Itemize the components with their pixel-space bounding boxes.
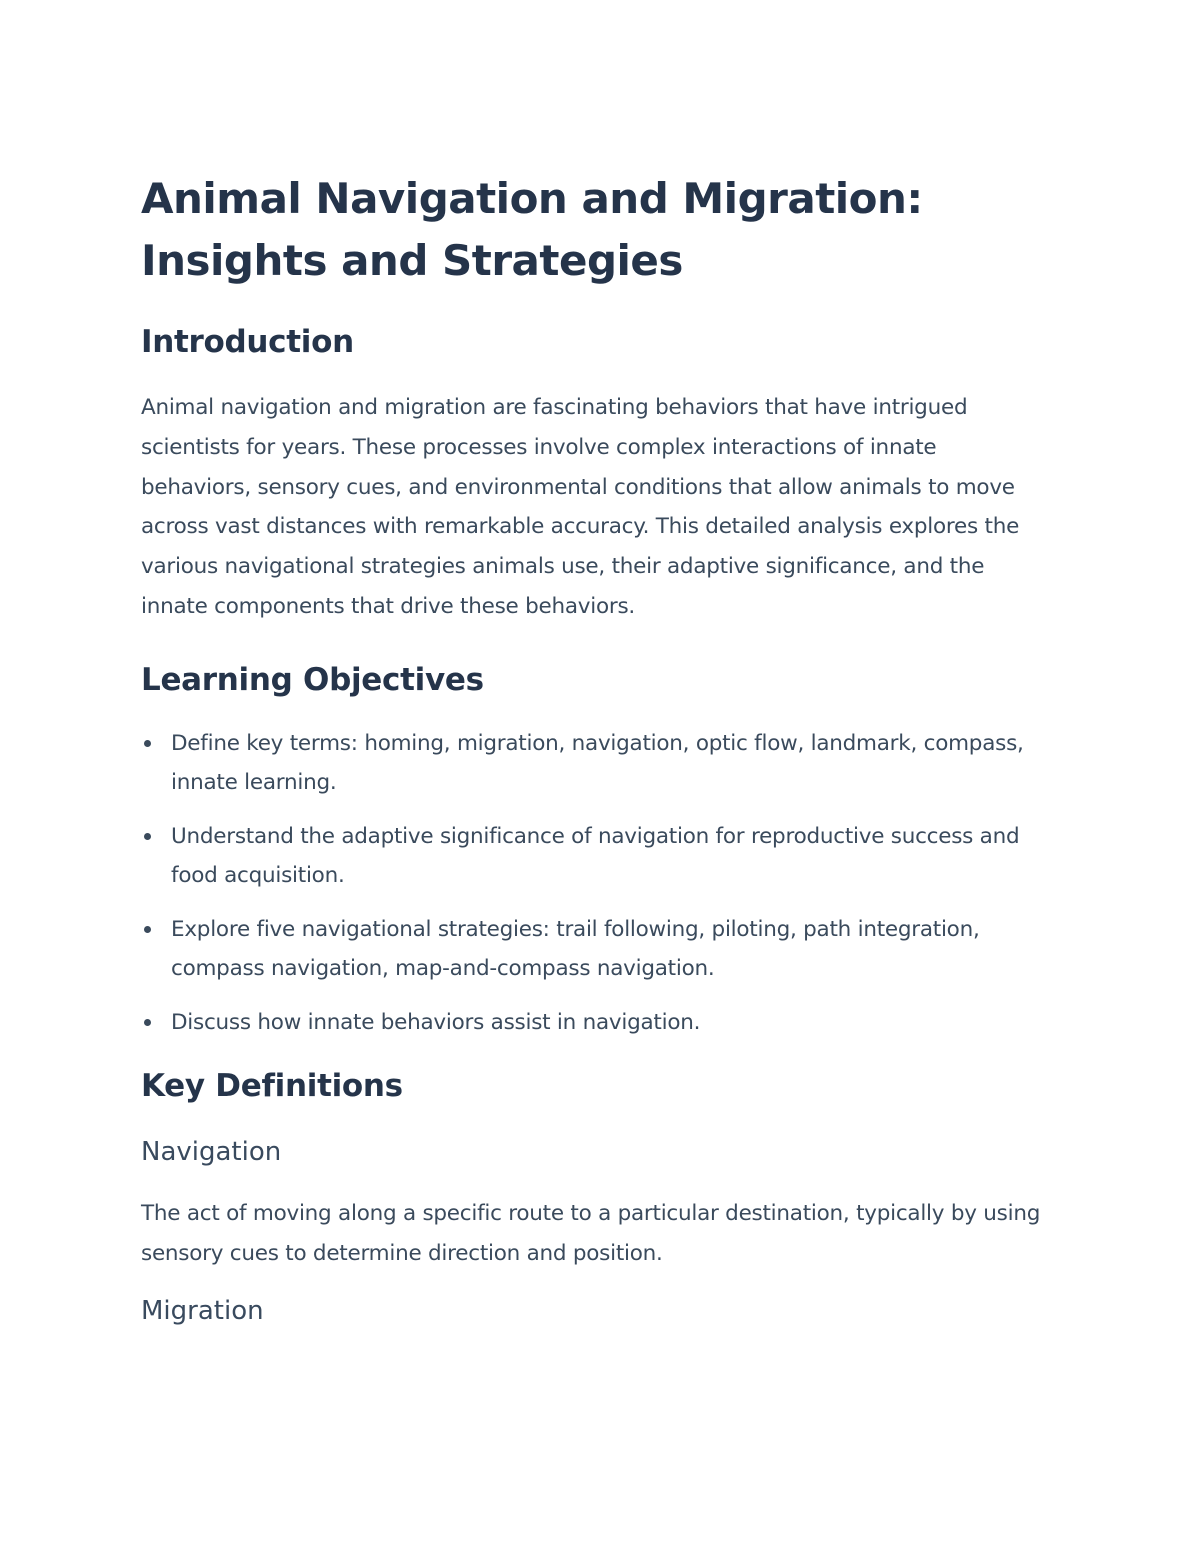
list-item (141, 724, 1041, 802)
document-page (141, 168, 1041, 1329)
bullet-icon (144, 926, 151, 933)
list-item-text: Understand the adaptive significance of navigation for reproductive success and food acquisition. (171, 823, 1020, 888)
definition-term-migration: Migration (141, 1296, 264, 1327)
definition-term-navigation: Navigation (141, 1136, 282, 1167)
document-title: Animal Navigation and Migration: Insights and Strategies (141, 174, 923, 285)
bullet-icon (144, 740, 151, 747)
learning-objectives-list (141, 724, 1041, 1042)
list-item-text: Define key terms: homing, migration, navigation, optic flow, landmark, compass, innate learning. (171, 730, 1024, 795)
learning-objectives-heading: Learning Objectives (141, 661, 484, 698)
list-item-text: Discuss how innate behaviors assist in navigation. (171, 1009, 701, 1035)
introduction-heading: Introduction (141, 324, 354, 360)
list-item (141, 1003, 1041, 1042)
list-item (141, 910, 1041, 988)
introduction-paragraph: Animal navigation and migration are fascinating behaviors that have intrigued scientists for years. These processes involve complex interactions of innate behaviors, sensory cues, and environmental conditions that allow animals to move across vast distances with remarkable accuracy. This detailed analysis explores the various navigational strategies animals use, their adaptive significance, and the innate components that drive these behaviors. (141, 395, 1020, 619)
bullet-icon (144, 1019, 151, 1026)
definition-text-navigation: The act of moving along a specific route to a particular destination, typically by using sensory cues to determine direction and position. (141, 1200, 1041, 1266)
key-definitions-heading: Key Definitions (141, 1067, 403, 1104)
list-item-text: Explore five navigational strategies: trail following, piloting, path integration, compass navigation, map-and-compass navigation. (171, 916, 980, 981)
list-item (141, 817, 1041, 895)
bullet-icon (144, 833, 151, 840)
